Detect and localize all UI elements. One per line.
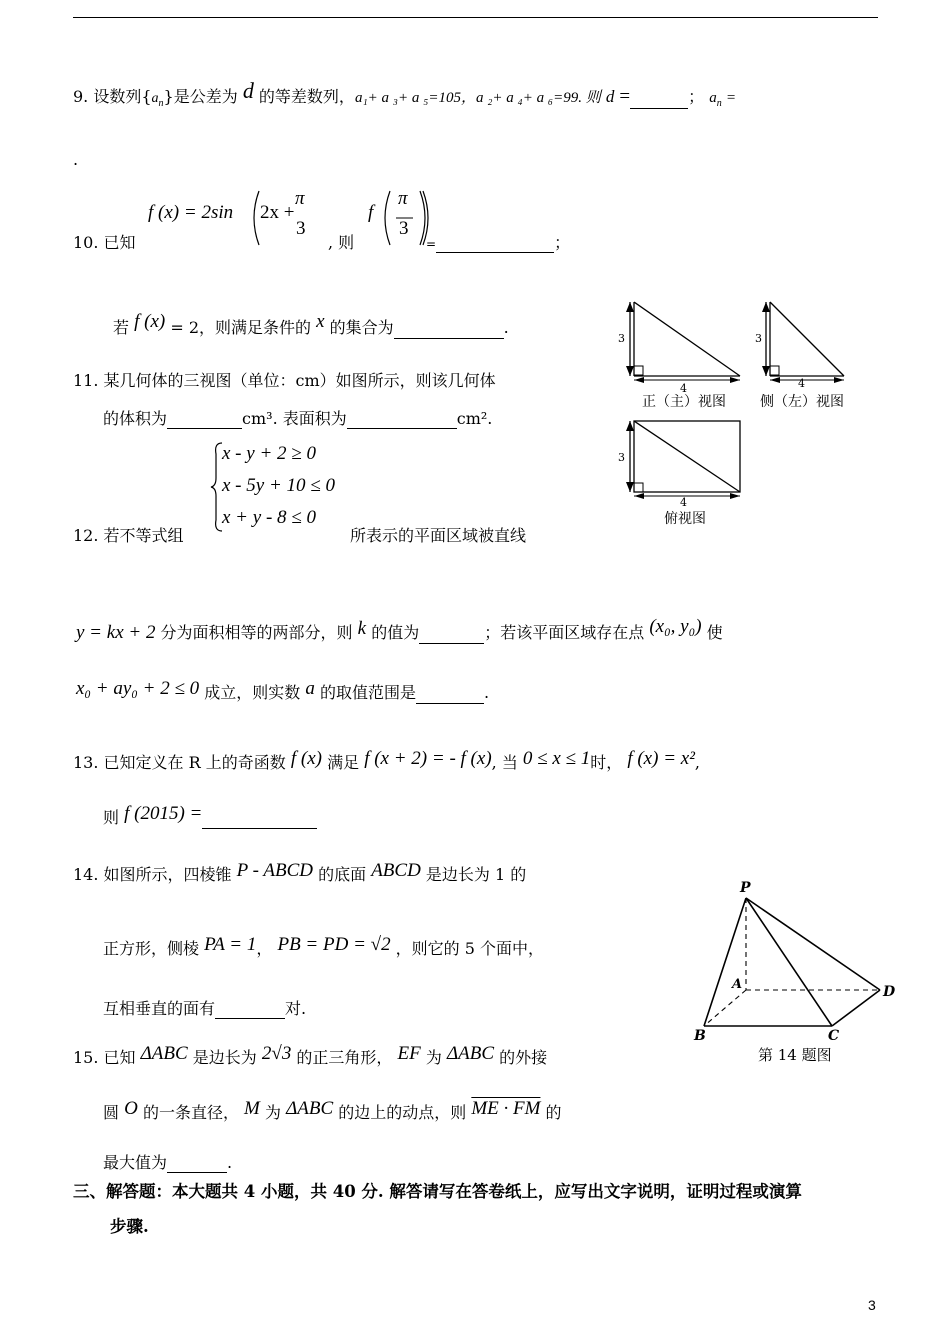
vertex-a-label: A: [732, 977, 743, 992]
q10-second-line: 若 f (x) = 2，则满足条件的 x 的集合为 .: [113, 311, 509, 337]
side-view: [755, 302, 844, 410]
q12-line2: y = kx + 2 分为面积相等的两部分，则 k 的值为 ；若该平面区域存在点 (x₀, y₀) 使: [76, 616, 723, 643]
q12-suffix: 所表示的平面区域被直线: [350, 526, 527, 545]
vertex-p-label: P: [740, 880, 751, 896]
q10-blank-1[interactable]: [436, 236, 554, 253]
front-dim-3: 3: [618, 332, 625, 345]
q9-blank-d[interactable]: [630, 92, 688, 109]
q11-blank-volume[interactable]: [167, 412, 242, 429]
q12-blank-a[interactable]: [416, 687, 484, 704]
side-view-label: 侧（左）视图: [760, 394, 844, 410]
q15-line2: 圆 O 的一条直径， M 为 ΔABC 的边上的动点，则 ME · FM 的: [103, 1098, 562, 1122]
vertex-b-label: B: [694, 1028, 706, 1044]
q11-blank-area[interactable]: [347, 412, 457, 429]
figure-14-caption: 第 14 题图: [758, 1046, 832, 1064]
q14-blank[interactable]: [215, 1002, 285, 1019]
q9-line: 9. 设数列$\{a_n\}$是公差为 d 的等差数列，a₁+ a ₃+ a ₅=105，a ₂+ a ₄+ a ₆=99. 则 d = ； $a_n$ =: [73, 78, 736, 110]
side-dim-3: 3: [755, 332, 762, 345]
top-view: [618, 421, 740, 527]
top-dim-3: 3: [618, 451, 625, 464]
front-view-label: 正（主）视图: [642, 394, 726, 410]
q14-line2: 正方形，侧棱 PA = 1， PB = PD = √2 ，则它的 5 个面中，: [103, 934, 545, 958]
q12-prefix: 12. 若不等式组: [73, 526, 184, 545]
top-rule: [73, 17, 878, 18]
q10-then: , 则: [328, 233, 355, 252]
top-dim-4: 4: [680, 496, 687, 509]
q10-answer-line: = ；: [426, 233, 571, 252]
q15-line3: 最大值为 .: [103, 1153, 233, 1172]
q14-line3: 互相垂直的面有 对.: [103, 999, 307, 1018]
q11-line2: 的体积为 cm³. 表面积为 cm².: [103, 409, 493, 428]
q13-line1: 13. 已知定义在 R 上的奇函数 f (x) 满足 f (x + 2) = - f (x), 当 0 ≤ x ≤ 1时， f (x) = x²,: [73, 748, 700, 772]
vertex-d-label: D: [883, 984, 896, 1000]
vertex-c-label: C: [828, 1028, 840, 1044]
pyramid-figure: [690, 876, 910, 1071]
q10-number: 10. 已知: [73, 233, 136, 252]
q10-fvalue: f π 3: [368, 188, 428, 248]
q15-blank[interactable]: [167, 1156, 227, 1173]
three-view-figure: [612, 294, 872, 532]
front-dim-4: 4: [680, 382, 687, 395]
section3-heading: 三、解答题：本大题共 4 小题，共 40 分. 解答请写在答卷纸上，应写出文字说明，证明过程或演算: [73, 1182, 802, 1201]
q9-dot: .: [73, 150, 79, 169]
q14-line1: 14. 如图所示，四棱锥 P - ABCD 的底面 ABCD 是边长为 1 的: [73, 860, 527, 884]
top-view-label: 俯视图: [664, 511, 706, 527]
q11-line1: 11. 某几何体的三视图（单位：cm）如图所示，则该几何体: [73, 371, 496, 390]
q13-blank[interactable]: [202, 812, 317, 829]
front-view: [618, 302, 740, 410]
q12-blank-k[interactable]: [419, 627, 484, 644]
q12-system: x - y + 2 ≥ 0 x - 5y + 10 ≤ 0 x + y - 8 ≤ 0: [210, 440, 360, 534]
q13-line2: 则 f (2015) =: [103, 805, 317, 829]
section3-heading-line2: 步骤.: [110, 1217, 149, 1236]
q12-line3: x₀ + ay₀ + 2 ≤ 0 成立，则实数 a 的取值范围是 .: [76, 678, 490, 702]
side-dim-3-bottom: 4: [798, 377, 805, 390]
q15-line1: 15. 已知 ΔABC 是边长为 2√3 的正三角形， EF 为 ΔABC 的外接: [73, 1043, 548, 1067]
q10-blank-2[interactable]: [394, 322, 504, 339]
page-number: 3: [868, 1297, 876, 1313]
